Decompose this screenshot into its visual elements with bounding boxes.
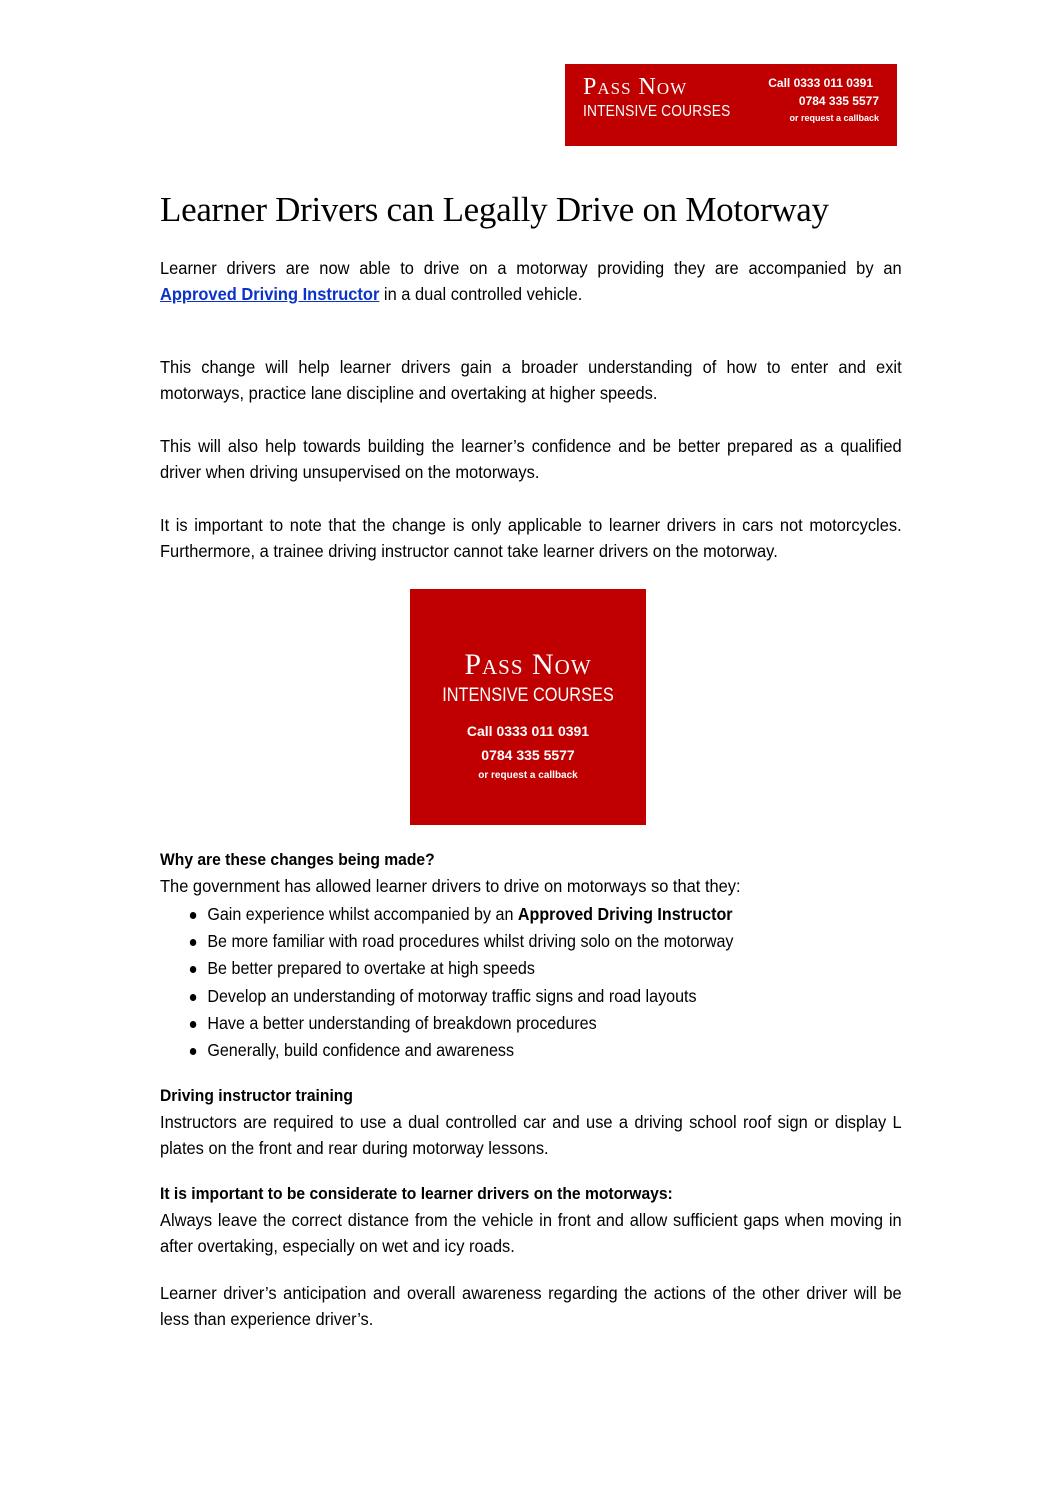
- intro-paragraph: [160, 255, 902, 307]
- bullet-text: Be more familiar with road procedures whilst driving solo on the motorway: [207, 931, 734, 952]
- bullet-item: [188, 901, 733, 928]
- intro-text-after: in a dual controlled vehicle.: [379, 284, 583, 304]
- approved-driving-instructor-link[interactable]: Approved Driving Instructor: [160, 284, 380, 304]
- promo-brand: Pass Now: [464, 648, 592, 681]
- paragraph-applicability: It is important to note that the change is only applicable to learner drivers in cars not motorcycles. Furthermore, a trainee driving instructor cannot take learner drivers on the motorway.: [160, 515, 902, 561]
- training-section-body: Instructors are required to use a dual controlled car and use a driving school roof sign or display L plates on the front and rear during motorway lessons.: [160, 1112, 902, 1158]
- why-bullet-list: [188, 901, 733, 1064]
- paragraph-confidence: This will also help towards building the learner’s confidence and be better prepared as a qualified driver when driving unsupervised on the motorways.: [160, 436, 902, 482]
- promo-callback: or request a callback: [478, 770, 578, 781]
- bullet-item: [188, 928, 733, 955]
- bullet-text: Develop an understanding of motorway traffic signs and road layouts: [207, 985, 697, 1006]
- bullet-item: [188, 1010, 733, 1037]
- promo-box-ad[interactable]: [410, 589, 646, 825]
- closing-paragraph: Learner driver’s anticipation and overall awareness regarding the actions of the other driver will be less than experience driver’s.: [160, 1283, 902, 1329]
- banner-contact: [768, 75, 879, 125]
- why-section-lead: The government has allowed learner drivers to drive on motorways so that they:: [160, 876, 741, 896]
- bullet-item: [188, 955, 733, 982]
- considerate-section-body: Always leave the correct distance from the vehicle in front and allow sufficient gaps when moving in after overtaking, especially on wet and icy roads.: [160, 1210, 902, 1256]
- bullet-text: Generally, build confidence and awareness: [207, 1040, 515, 1061]
- header-banner-ad[interactable]: [565, 64, 897, 146]
- bullet-bold-text: Approved Driving Instructor: [517, 904, 733, 924]
- promo-phone-2: 0784 335 5577: [481, 747, 575, 763]
- training-section-heading: Driving instructor training: [160, 1086, 353, 1105]
- banner-callback: or request a callback: [789, 113, 879, 123]
- why-section-heading: Why are these changes being made?: [160, 850, 435, 869]
- bullet-item: [188, 1037, 733, 1064]
- bullet-text: Be better prepared to overtake at high speeds: [207, 958, 535, 979]
- bullet-text: Have a better understanding of breakdown procedures: [207, 1012, 597, 1033]
- banner-brand: Pass Now: [583, 74, 688, 100]
- promo-subtitle: INTENSIVE COURSES: [442, 685, 614, 706]
- banner-phone-2: 0784 335 5577: [798, 94, 879, 108]
- paragraph-broader-understanding: This change will help learner drivers gain a broader understanding of how to enter and exit motorways, practice lane discipline and overtaking at higher speeds.: [160, 357, 902, 403]
- bullet-text: Gain experience whilst accompanied by an: [207, 904, 518, 924]
- banner-subtitle: INTENSIVE COURSES: [583, 103, 731, 120]
- bullet-item: [188, 983, 733, 1010]
- page-title: Learner Drivers can Legally Drive on Motorway: [160, 190, 829, 229]
- intro-text-before: Learner drivers are now able to drive on a motorway providing they are accompanied by an: [160, 258, 902, 278]
- banner-phone-1: Call 0333 011 0391: [768, 76, 873, 90]
- considerate-section-heading: It is important to be considerate to learner drivers on the motorways:: [160, 1184, 673, 1203]
- promo-phone-1: Call 0333 011 0391: [466, 723, 590, 739]
